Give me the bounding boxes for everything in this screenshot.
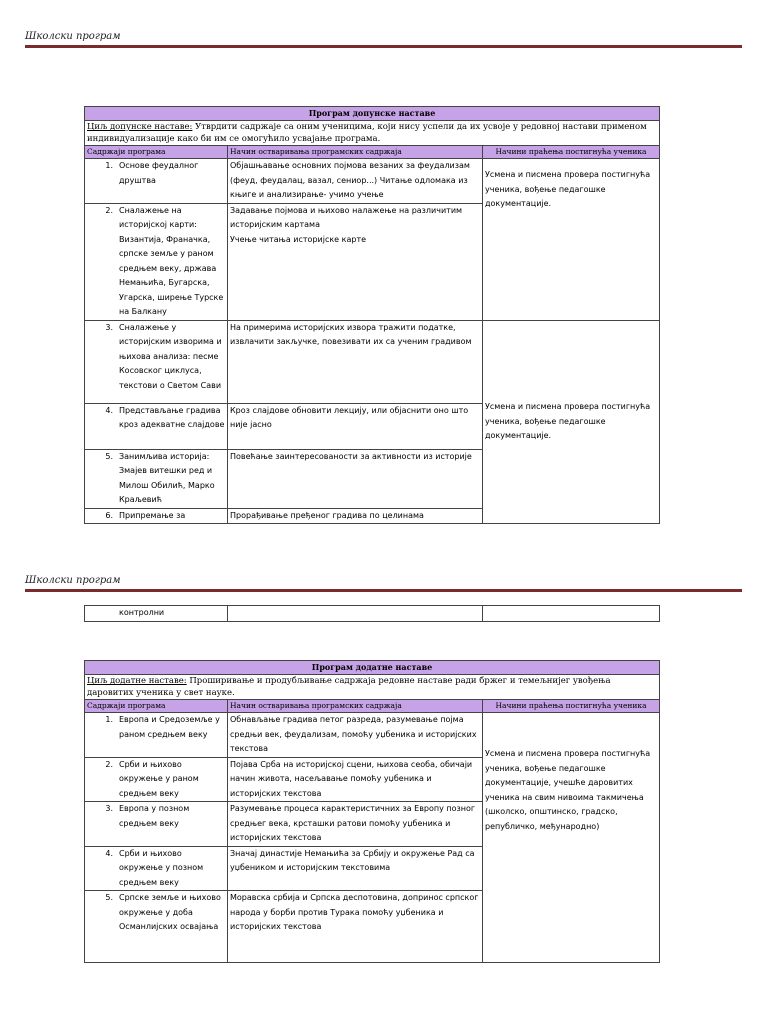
row-method: Повећање заинтересованости за активности из историје xyxy=(228,449,483,508)
row-method: Прорађивање пређеног градива по целинама xyxy=(228,508,483,524)
row-number: 2. xyxy=(105,205,113,215)
row-method: Појава Срба на историјској сцени, њихова сеоба, обичаји начин живота, насељавање помоћу уџбеника и историјских текстова xyxy=(228,757,483,802)
row-method: Разумевање процеса карактеристичних за Европу позног средњег века, крсташки ратови помоћу уџбеника и историјских текстова xyxy=(228,802,483,847)
row-content: Српске земље и њихово окружење у доба Османлијских освајања xyxy=(119,893,221,931)
row-tracking: Усмена и писмена провера постигнућа ученика, вођење педагошке документације, учешће даровитих ученика на свим нивоима такмичења (школско, општинско, градско, републичко, међународно) xyxy=(483,713,660,963)
row-content: Занимљива историја: Змајев витешки ред и Милош Обилић, Марко Краљевић xyxy=(119,451,215,504)
row-content: Европа и Средоземље у раном средњем веку xyxy=(119,715,220,739)
table-goal xyxy=(85,675,660,700)
additional-program-table xyxy=(84,660,660,963)
row-tracking: Усмена и писмена провера постигнућа ученика, вођење педагошке документације. xyxy=(483,320,660,524)
column-header-tracking: Начини праћења постигнућа ученика xyxy=(483,700,660,713)
row-number: 1. xyxy=(105,715,113,724)
goal-text: Проширивање и продубљивање садржаја редовне наставе ради бржег и темељнијег увођења даровитих ученика у свет науке. xyxy=(87,676,611,698)
supplementary-program-table xyxy=(84,106,660,524)
table-title: Програм допунске наставе xyxy=(85,107,660,121)
column-header-tracking: Начини праћења постигнућа ученика xyxy=(483,146,660,159)
row-content: Европа у позном средњем веку xyxy=(119,804,190,828)
row-method: На примерима историјских извора тражити податке, извлачити закључке, повезивати их са ученим градивом xyxy=(228,320,483,403)
goal-label: Циљ додатне наставе: xyxy=(87,676,187,686)
row-method: Моравска србија и Српска деспотовина, допринос српског народа у борби против Турака помоћу уџбеника и историјских текстова xyxy=(228,891,483,963)
column-header-method: Начин остваривања програмских садржаја xyxy=(228,146,483,159)
column-header-content: Садржаји програма xyxy=(85,146,228,159)
row-content: Представљање градива кроз адекватне слајдове xyxy=(119,405,225,429)
row-method: Задавање појмова и њихово налажење на различитим историјским картама Учење читања историјске карте xyxy=(228,203,483,320)
header-rule xyxy=(25,45,742,48)
table-row xyxy=(85,713,660,758)
row-content: Основе феудалног друштва xyxy=(119,161,199,185)
row-number: 4. xyxy=(105,405,113,415)
column-header-content: Садржаји програма xyxy=(85,700,228,713)
table-row xyxy=(85,320,660,403)
row-method: Кроз слајдове обновити лекцију, или објаснити оно што није јасно xyxy=(228,403,483,449)
row-content: Срби и њихово окружење у раном средњем веку xyxy=(119,759,199,798)
page-header-label: Школски програм xyxy=(25,575,121,586)
row-content: Сналажење на историјској карти: Византија, Франачка, српске земље у раном средњем веку, држава Немањића, Бугарска, Угарска, ширење Турске на Балкану xyxy=(119,205,224,316)
row-number: 5. xyxy=(105,451,113,461)
table-row xyxy=(85,159,660,204)
row-number: 4. xyxy=(105,848,113,858)
row-content: Срби и њихово окружење у позном средњем веку xyxy=(119,848,204,887)
column-header-method: Начин остваривања програмских садржаја xyxy=(228,700,483,713)
goal-text: Утврдити садржаје са оним ученицима, који нису успели да их усвоје у редовној настави применом индивидуализације како би им се омогућило усвајање програма. xyxy=(87,122,647,144)
row-content: Сналажење у историјским изворима и њихова анализа: песме Косовског циклуса, текстови о Светом Сави xyxy=(119,322,222,390)
header-rule xyxy=(25,589,742,592)
goal-label: Циљ допунске наставе: xyxy=(87,122,193,132)
row-number: 3. xyxy=(105,322,113,332)
row-number: 1. xyxy=(105,161,113,170)
table-goal xyxy=(85,121,660,146)
row-method: Објашњавање основних појмова везаних за феудализам (феуд, феудалац, вазал, сениор...) Читање одломака из књиге и анализирање- учимо учење xyxy=(228,159,483,204)
row-method: Обнављање градива петог разреда, разумевање појма средњи век, феудализам, помоћу уџбеника и историјских текстова xyxy=(228,713,483,758)
supplementary-program-table-continued xyxy=(84,605,660,622)
table-row xyxy=(85,606,660,622)
row-number: 6. xyxy=(105,510,113,520)
row-content: Припремање за xyxy=(119,510,186,520)
row-number: 5. xyxy=(105,893,113,902)
row-number: 3. xyxy=(105,804,113,813)
row-tracking: Усмена и писмена провера постигнућа ученика, вођење педагошке документације. xyxy=(483,159,660,321)
row-number: 2. xyxy=(105,759,113,769)
table-title: Програм додатне наставе xyxy=(85,661,660,675)
row-method: Значај династије Немањића за Србију и окружење Рад са уџбеником и историјским текстовима xyxy=(228,846,483,891)
page-header-label: Школски програм xyxy=(25,31,121,42)
row-content: контролни xyxy=(119,608,165,617)
